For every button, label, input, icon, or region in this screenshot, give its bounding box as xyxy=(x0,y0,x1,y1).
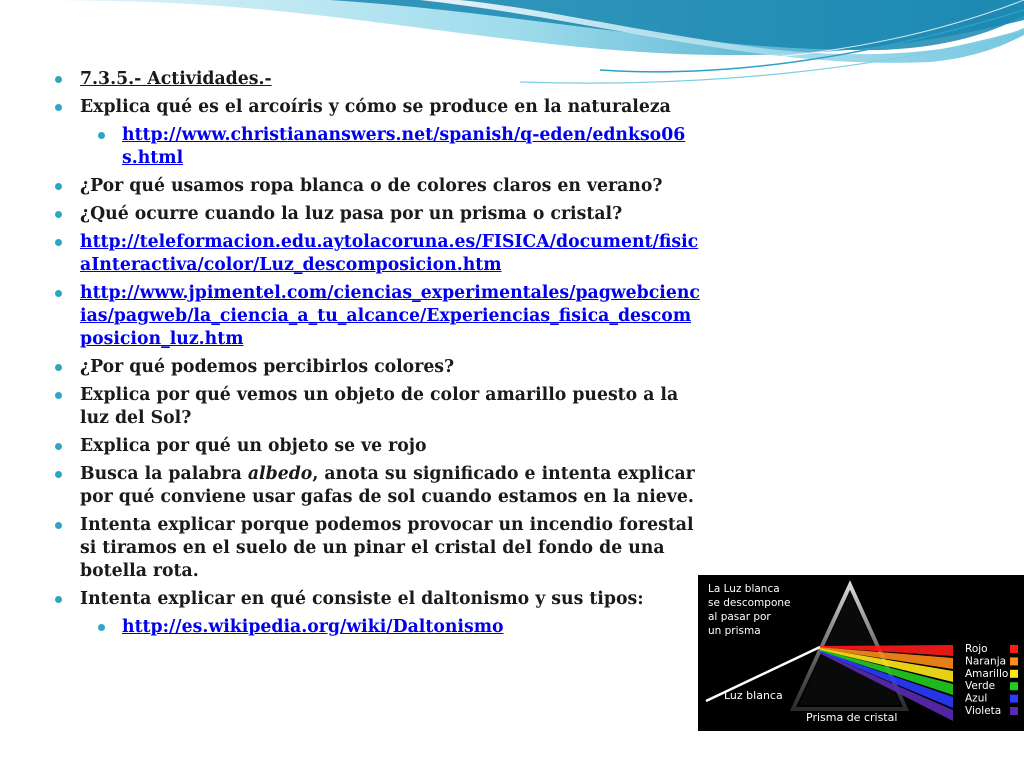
list-item xyxy=(50,175,700,198)
list-item xyxy=(50,616,700,639)
question-text: Explica qué es el arcoíris y cómo se produce en la naturaleza xyxy=(80,97,671,117)
legend-label-amarillo: Amarillo xyxy=(965,667,1009,680)
section-heading: 7.3.5.- Actividades.- xyxy=(80,69,272,89)
list-item xyxy=(50,282,700,351)
question-text: Explica por qué vemos un objeto de color amarillo puesto a la luz del Sol? xyxy=(80,385,679,428)
bullet-icon xyxy=(55,183,62,190)
list-item xyxy=(50,124,700,170)
bullet-icon xyxy=(55,471,62,478)
legend-swatch-rojo xyxy=(1010,645,1018,653)
question-text: ¿Por qué usamos ropa blanca o de colores claros en verano? xyxy=(80,176,663,196)
color-legend xyxy=(965,643,1018,717)
text-after: , anota su significado e intenta explicar por qué conviene usar gafas de sol cuando estamos en la nieve. xyxy=(80,464,695,507)
bullet-icon xyxy=(98,624,105,631)
legend-label-rojo: Rojo xyxy=(965,643,988,655)
emphasized-word: albedo xyxy=(247,464,313,484)
prism-label: Prisma de cristal xyxy=(806,711,898,724)
legend-swatch-verde xyxy=(1010,682,1018,690)
caption-line: se descompone xyxy=(708,597,791,609)
reference-link[interactable]: http://es.wikipedia.org/wiki/Daltonismo xyxy=(122,617,504,637)
caption-line: un prisma xyxy=(708,625,761,637)
question-text: Intenta explicar porque podemos provocar un incendio forestal si tiramos en el suelo de un pinar el cristal del fondo de una botella rota. xyxy=(80,515,694,581)
reference-link[interactable]: http://www.jpimentel.com/ciencias_experimentales/pagwebciencias/pagweb/la_ciencia_a_tu_alcance/Experiencias_fisica_descomposicion_luz.htm xyxy=(80,283,700,349)
bullet-icon xyxy=(55,211,62,218)
legend-label-verde: Verde xyxy=(965,680,996,693)
text-before: Busca la palabra xyxy=(80,464,248,484)
bullet-icon xyxy=(55,104,62,111)
white-light-label: Luz blanca xyxy=(724,689,783,702)
legend-swatch-naranja xyxy=(1010,657,1018,665)
bullet-icon xyxy=(55,522,62,529)
question-text: Explica por qué un objeto se ve rojo xyxy=(80,436,427,456)
legend-swatch-amarillo xyxy=(1010,670,1018,678)
caption-line: al pasar por xyxy=(708,611,771,623)
list-item xyxy=(50,435,700,458)
list-item xyxy=(50,96,700,119)
legend-label-azul: Azul xyxy=(965,692,988,705)
activities-list xyxy=(50,68,700,644)
bullet-icon xyxy=(55,76,62,83)
list-item-heading xyxy=(50,68,700,91)
question-text: Intenta explicar en qué consiste el daltonismo y sus tipos: xyxy=(80,589,644,609)
legend-label-naranja: Naranja xyxy=(965,655,1007,668)
bullet-icon xyxy=(98,132,105,139)
list-item xyxy=(50,356,700,379)
list-item xyxy=(50,588,700,611)
bullet-icon xyxy=(55,239,62,246)
bullet-icon xyxy=(55,364,62,371)
reference-link[interactable]: http://teleformacion.edu.aytolacoruna.es/FISICA/document/fisicaInteractiva/color/Luz_descomposicion.htm xyxy=(80,232,699,275)
list-item xyxy=(50,463,700,509)
bullet-icon xyxy=(55,443,62,450)
list-item xyxy=(50,384,700,430)
question-text: ¿Qué ocurre cuando la luz pasa por un prisma o cristal? xyxy=(80,204,623,224)
legend-swatch-violeta xyxy=(1010,707,1018,715)
question-text xyxy=(80,464,695,507)
list-item xyxy=(50,514,700,583)
caption-line: La Luz blanca xyxy=(708,583,780,595)
legend-label-violeta: Violeta xyxy=(965,705,1002,717)
list-item xyxy=(50,203,700,226)
list-item xyxy=(50,231,700,277)
question-text: ¿Por qué podemos percibirlos colores? xyxy=(80,357,455,377)
prism-dispersion-image xyxy=(698,575,1024,731)
bullet-icon xyxy=(55,596,62,603)
reference-link[interactable]: http://www.christiananswers.net/spanish/q-eden/ednkso06s.html xyxy=(122,125,686,168)
bullet-icon xyxy=(55,290,62,297)
bullet-icon xyxy=(55,392,62,399)
legend-swatch-azul xyxy=(1010,695,1018,703)
